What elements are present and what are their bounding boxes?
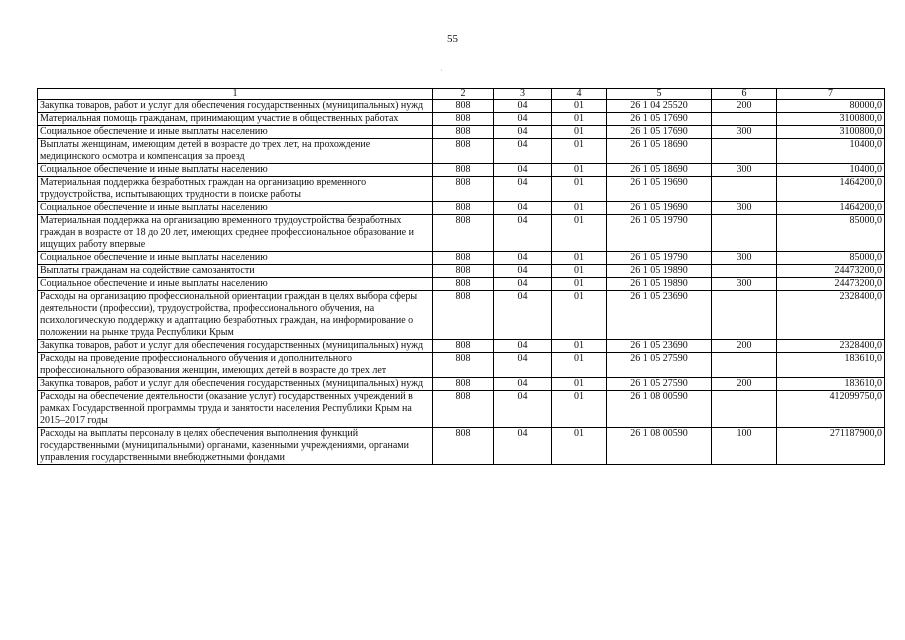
target-article-cell: 26 1 05 19890 <box>607 265 712 278</box>
target-article-cell: 26 1 05 23690 <box>607 291 712 340</box>
subsection-code-cell: 01 <box>552 215 607 252</box>
expense-type-cell: 100 <box>712 428 777 465</box>
subsection-code-cell: 01 <box>552 100 607 113</box>
table-row <box>38 278 885 291</box>
table-row <box>38 100 885 113</box>
row-name-cell: Расходы на организацию профессиональной ориентации граждан в целях выбора сферы деятельности (профессии), трудоустройства, профессионального обучения, на психологическую поддержку и адаптацию безработных граждан, на информирование о положении на рынке труда Республики Крым <box>38 291 433 340</box>
table-row <box>38 265 885 278</box>
row-name-cell: Закупка товаров, работ и услуг для обеспечения государственных (муниципальных) нужд <box>38 340 433 353</box>
row-name-cell: Социальное обеспечение и иные выплаты населению <box>38 202 433 215</box>
expense-type-cell <box>712 177 777 202</box>
subsection-code-cell: 01 <box>552 139 607 164</box>
amount-cell: 3100800,0 <box>777 113 885 126</box>
amount-cell: 271187900,0 <box>777 428 885 465</box>
table-row <box>38 340 885 353</box>
ministry-code-cell: 808 <box>433 428 494 465</box>
header-cell: 4 <box>552 89 607 100</box>
section-code-cell: 04 <box>494 252 552 265</box>
subsection-code-cell: 01 <box>552 340 607 353</box>
row-name-cell: Выплаты женщинам, имеющим детей в возрасте до трех лет, на прохождение медицинского осмотра и компенсация за проезд <box>38 139 433 164</box>
table-row <box>38 113 885 126</box>
section-code-cell: 04 <box>494 113 552 126</box>
amount-cell: 183610,0 <box>777 353 885 378</box>
row-name-cell: Материальная помощь гражданам, принимающим участие в общественных работах <box>38 113 433 126</box>
section-code-cell: 04 <box>494 340 552 353</box>
section-code-cell: 04 <box>494 353 552 378</box>
row-name-cell: Социальное обеспечение и иные выплаты населению <box>38 278 433 291</box>
ministry-code-cell: 808 <box>433 126 494 139</box>
expense-type-cell <box>712 215 777 252</box>
section-code-cell: 04 <box>494 164 552 177</box>
target-article-cell: 26 1 05 19690 <box>607 202 712 215</box>
section-code-cell: 04 <box>494 202 552 215</box>
ministry-code-cell: 808 <box>433 202 494 215</box>
expense-type-cell <box>712 113 777 126</box>
target-article-cell: 26 1 08 00590 <box>607 391 712 428</box>
expense-type-cell <box>712 391 777 428</box>
subsection-code-cell: 01 <box>552 378 607 391</box>
expense-type-cell <box>712 291 777 340</box>
section-code-cell: 04 <box>494 291 552 340</box>
amount-cell: 10400,0 <box>777 164 885 177</box>
expense-type-cell <box>712 265 777 278</box>
row-name-cell: Материальная поддержка на организацию временного трудоустройства безработных граждан в возрасте от 18 до 20 лет, имеющих среднее профессиональное образование и ищущих работу впервые <box>38 215 433 252</box>
expense-type-cell: 300 <box>712 164 777 177</box>
section-code-cell: 04 <box>494 126 552 139</box>
subsection-code-cell: 01 <box>552 164 607 177</box>
scan-mark: · <box>440 66 443 75</box>
expense-type-cell: 300 <box>712 126 777 139</box>
table-row <box>38 378 885 391</box>
subsection-code-cell: 01 <box>552 202 607 215</box>
section-code-cell: 04 <box>494 265 552 278</box>
subsection-code-cell: 01 <box>552 291 607 340</box>
subsection-code-cell: 01 <box>552 252 607 265</box>
expense-type-cell <box>712 353 777 378</box>
ministry-code-cell: 808 <box>433 113 494 126</box>
row-name-cell: Закупка товаров, работ и услуг для обеспечения государственных (муниципальных) нужд <box>38 378 433 391</box>
table-row <box>38 126 885 139</box>
table-row <box>38 139 885 164</box>
target-article-cell: 26 1 05 17690 <box>607 126 712 139</box>
section-code-cell: 04 <box>494 139 552 164</box>
ministry-code-cell: 808 <box>433 291 494 340</box>
subsection-code-cell: 01 <box>552 353 607 378</box>
amount-cell: 1464200,0 <box>777 177 885 202</box>
subsection-code-cell: 01 <box>552 278 607 291</box>
target-article-cell: 26 1 08 00590 <box>607 428 712 465</box>
row-name-cell: Закупка товаров, работ и услуг для обеспечения государственных (муниципальных) нужд <box>38 100 433 113</box>
ministry-code-cell: 808 <box>433 378 494 391</box>
expense-type-cell: 200 <box>712 378 777 391</box>
ministry-code-cell: 808 <box>433 340 494 353</box>
amount-cell: 85000,0 <box>777 252 885 265</box>
subsection-code-cell: 01 <box>552 428 607 465</box>
target-article-cell: 26 1 05 17690 <box>607 113 712 126</box>
expense-type-cell: 300 <box>712 252 777 265</box>
section-code-cell: 04 <box>494 278 552 291</box>
subsection-code-cell: 01 <box>552 391 607 428</box>
ministry-code-cell: 808 <box>433 278 494 291</box>
target-article-cell: 26 1 05 27590 <box>607 378 712 391</box>
table-header-row <box>38 89 885 100</box>
amount-cell: 80000,0 <box>777 100 885 113</box>
expense-type-cell: 300 <box>712 202 777 215</box>
ministry-code-cell: 808 <box>433 215 494 252</box>
row-name-cell: Расходы на выплаты персоналу в целях обеспечения выполнения функций государственными (муниципальными) органами, казенными учреждениями, органами управления государственными внебюджетными фондами <box>38 428 433 465</box>
expense-type-cell: 200 <box>712 340 777 353</box>
header-cell: 1 <box>38 89 433 100</box>
amount-cell: 183610,0 <box>777 378 885 391</box>
table-row <box>38 202 885 215</box>
ministry-code-cell: 808 <box>433 265 494 278</box>
target-article-cell: 26 1 05 19790 <box>607 215 712 252</box>
row-name-cell: Выплаты гражданам на содействие самозанятости <box>38 265 433 278</box>
row-name-cell: Материальная поддержка безработных граждан на организацию временного трудоустройства, испытывающих трудности в поиске работы <box>38 177 433 202</box>
target-article-cell: 26 1 05 19890 <box>607 278 712 291</box>
subsection-code-cell: 01 <box>552 177 607 202</box>
section-code-cell: 04 <box>494 215 552 252</box>
subsection-code-cell: 01 <box>552 265 607 278</box>
table-row <box>38 177 885 202</box>
section-code-cell: 04 <box>494 428 552 465</box>
ministry-code-cell: 808 <box>433 164 494 177</box>
target-article-cell: 26 1 04 25520 <box>607 100 712 113</box>
header-cell: 2 <box>433 89 494 100</box>
expense-type-cell: 200 <box>712 100 777 113</box>
target-article-cell: 26 1 05 18690 <box>607 139 712 164</box>
target-article-cell: 26 1 05 27590 <box>607 353 712 378</box>
table-row <box>38 391 885 428</box>
amount-cell: 412099750,0 <box>777 391 885 428</box>
ministry-code-cell: 808 <box>433 391 494 428</box>
target-article-cell: 26 1 05 18690 <box>607 164 712 177</box>
header-cell: 6 <box>712 89 777 100</box>
amount-cell: 24473200,0 <box>777 265 885 278</box>
expense-type-cell: 300 <box>712 278 777 291</box>
table-row <box>38 252 885 265</box>
ministry-code-cell: 808 <box>433 252 494 265</box>
table-row <box>38 428 885 465</box>
amount-cell: 2328400,0 <box>777 340 885 353</box>
budget-table <box>37 88 885 465</box>
table-row <box>38 291 885 340</box>
expense-type-cell <box>712 139 777 164</box>
amount-cell: 3100800,0 <box>777 126 885 139</box>
row-name-cell: Социальное обеспечение и иные выплаты населению <box>38 126 433 139</box>
row-name-cell: Социальное обеспечение и иные выплаты населению <box>38 164 433 177</box>
table-row <box>38 164 885 177</box>
page-number: 55 <box>447 33 458 45</box>
subsection-code-cell: 01 <box>552 126 607 139</box>
target-article-cell: 26 1 05 19790 <box>607 252 712 265</box>
amount-cell: 85000,0 <box>777 215 885 252</box>
header-cell: 7 <box>777 89 885 100</box>
table-row <box>38 215 885 252</box>
amount-cell: 10400,0 <box>777 139 885 164</box>
section-code-cell: 04 <box>494 378 552 391</box>
amount-cell: 2328400,0 <box>777 291 885 340</box>
ministry-code-cell: 808 <box>433 100 494 113</box>
header-cell: 5 <box>607 89 712 100</box>
ministry-code-cell: 808 <box>433 353 494 378</box>
ministry-code-cell: 808 <box>433 177 494 202</box>
row-name-cell: Расходы на обеспечение деятельности (оказание услуг) государственных учреждений в рамках Государственной программы труда и занятости населения Республики Крым на 2015–2017 годы <box>38 391 433 428</box>
header-cell: 3 <box>494 89 552 100</box>
amount-cell: 24473200,0 <box>777 278 885 291</box>
row-name-cell: Социальное обеспечение и иные выплаты населению <box>38 252 433 265</box>
target-article-cell: 26 1 05 23690 <box>607 340 712 353</box>
target-article-cell: 26 1 05 19690 <box>607 177 712 202</box>
section-code-cell: 04 <box>494 177 552 202</box>
table-row <box>38 353 885 378</box>
row-name-cell: Расходы на проведение профессионального обучения и дополнительного профессионального образования женщин, имеющих детей в возрасте до трех лет <box>38 353 433 378</box>
amount-cell: 1464200,0 <box>777 202 885 215</box>
section-code-cell: 04 <box>494 100 552 113</box>
section-code-cell: 04 <box>494 391 552 428</box>
subsection-code-cell: 01 <box>552 113 607 126</box>
ministry-code-cell: 808 <box>433 139 494 164</box>
